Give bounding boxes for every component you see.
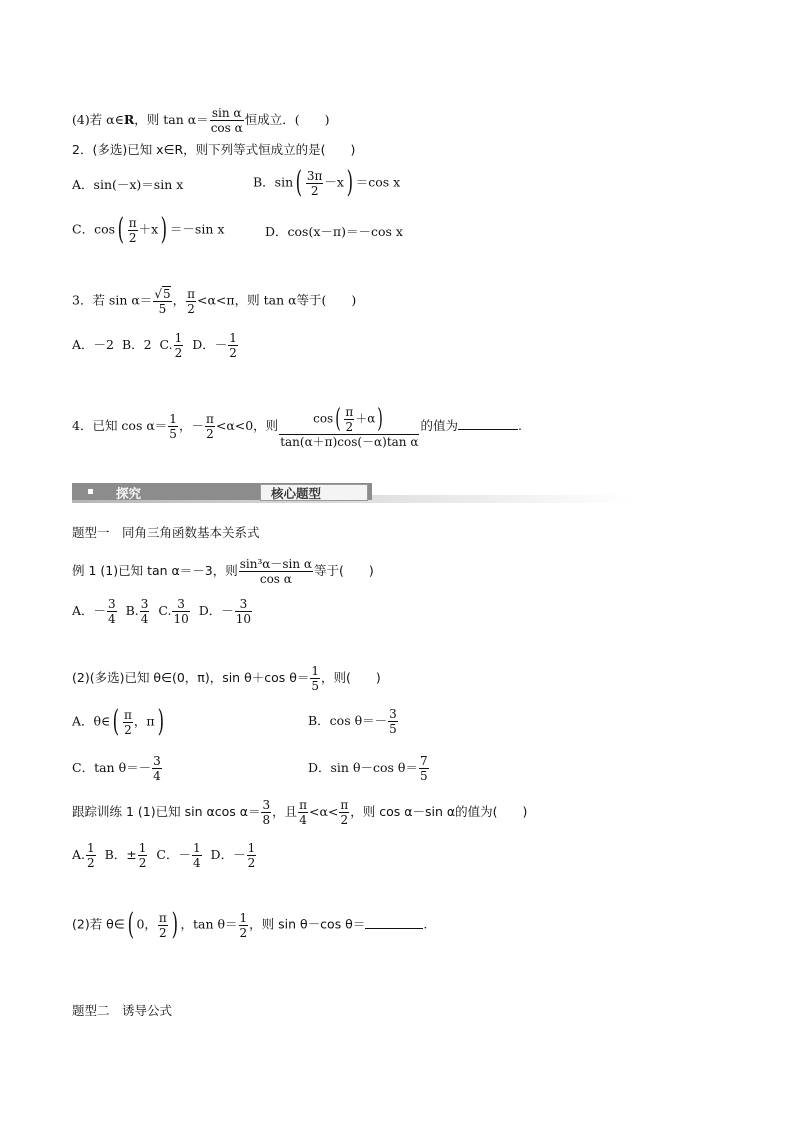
tr1-1-options: A. $\frac{1}{2}$ B．± $\frac{1}{2}$ C．－ $\frac{1}{4}$ D．－ $\frac{1}{2}$ xyxy=(72,841,256,870)
q2-option-d: D．cos(x－π)＝－cos x xyxy=(265,224,403,239)
ex1-2-option-a: A．θ∈( $\frac{\pi}{2}$ ，π) xyxy=(72,704,164,739)
answer-blank[interactable] xyxy=(458,419,518,430)
type1-title: 题型一 同角三角函数基本关系式 xyxy=(72,525,260,540)
big-fraction: cos( $\frac{\pi}{2}$ ＋α) tan(α＋π)cos(－α)tan α xyxy=(280,404,419,449)
square-bullet-icon xyxy=(88,489,93,494)
q4-stem: 4．已知 cos α＝ $\frac{1}{5}$ ，－ $\frac{\pi}{2}$ <α<0，则 cos( $\frac{\pi}{2}$ ＋α) tan(α＋π)cos(－α)tan α 的值为 . xyxy=(72,404,522,449)
q1-4-line: (4)若 α∈R，则 tan α＝ $\frac{\text{sin α}}{\text{cos α}}$ 恒成立．( ) xyxy=(72,106,330,135)
ex1-1-stem: 例 1 (1)已知 tan α＝－3，则 $\frac{\text{sin³α－sin α}}{\text{cos α}}$ 等于( ) xyxy=(72,557,374,586)
q2-option-c: C．cos( $\frac{\pi}{2}$ ＋x) ＝－sin x xyxy=(72,212,225,247)
ex1-2-option-c: C．tan θ＝－ $\frac{3}{4}$ xyxy=(72,754,161,783)
q2-stem: 2．(多选)已知 x∈R，则下列等式恒成立的是( ) xyxy=(72,142,356,157)
q2-option-b: B．sin( $\frac{3\pi}{2}$ －x) ＝cos x xyxy=(253,165,401,200)
tr1-2-stem: (2)若 θ∈( 0， $\frac{\pi}{2}$ ) ，tan θ＝ $\frac{1}{2}$ ，则 sin θ－cos θ＝ . xyxy=(72,907,428,942)
tr1-1-stem: 跟踪训练 1 (1)已知 sin αcos α＝ $\frac{3}{8}$ ，且 $\frac{\pi}{4}$ <α< $\frac{\pi}{2}$ ，则 cos α－sin α的值为( ) xyxy=(72,798,528,827)
section-banner: 探究 核心题型 xyxy=(72,483,632,503)
ex1-2-stem: (2)(多选)已知 θ∈(0，π)，sin θ＋cos θ＝ $\frac{1}{5}$ ，则( ) xyxy=(72,664,381,693)
type2-title: 题型二 诱导公式 xyxy=(72,1003,173,1018)
ex1-2-option-b: B．cos θ＝－ $\frac{3}{5}$ xyxy=(308,707,397,736)
fraction: $\frac{\text{sin α}}{\text{cos α}}$ xyxy=(210,106,243,135)
ex1-2-option-d: D．sin θ－cos θ＝ $\frac{7}{5}$ xyxy=(308,754,428,783)
answer-blank[interactable] xyxy=(365,918,423,929)
q3-stem: 3．若 sin α＝ $\frac{√5}{5}$ ， $\frac{\pi}{2}$ <α<π，则 tan α等于( ) xyxy=(72,286,357,316)
q2-option-a: A．sin(－x)＝sin x xyxy=(72,177,184,192)
ex1-1-options: A．－ $\frac{3}{4}$ B. $\frac{3}{4}$ C. $\frac{3}{10}$ D．－ $\frac{3}{10}$ xyxy=(72,597,252,626)
q3-options: A．－2 B．2 C. $\frac{1}{2}$ D．－ $\frac{1}{2}$ xyxy=(72,331,237,360)
